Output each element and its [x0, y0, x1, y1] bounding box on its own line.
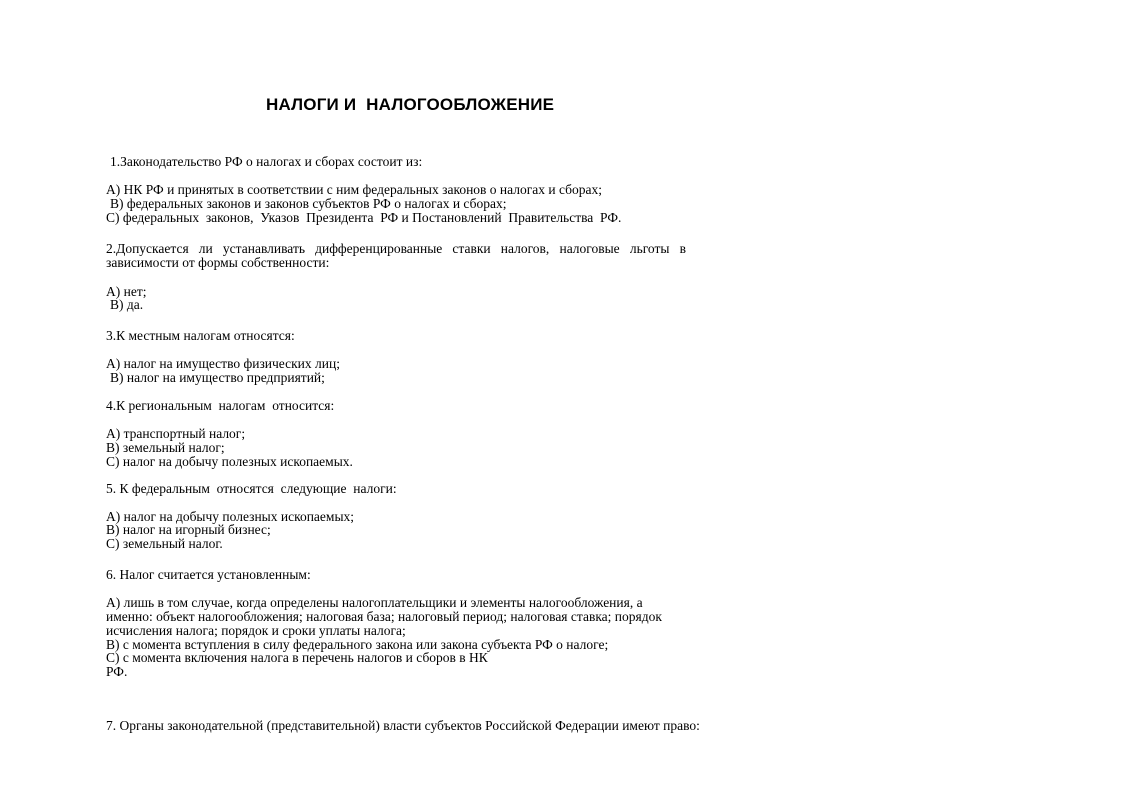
question-3-option-a: А) налог на имущество физических лиц;: [106, 356, 340, 371]
question-6-option-a-line-1: А) лишь в том случае, когда определены налогоплательщики и элементы налогообложения, а: [106, 595, 643, 610]
question-6-option-c-line-2: РФ.: [106, 664, 128, 679]
question-3-option-b: В) налог на имущество предприятий;: [110, 370, 325, 385]
question-5-option-c: С) земельный налог.: [106, 536, 223, 551]
question-6-text: 6. Налог считается установленным:: [106, 567, 311, 582]
question-1-text: 1.Законодательство РФ о налогах и сборах состоит из:: [110, 154, 423, 169]
question-2-text: 2.Допускается ли устанавливать дифференцированные ставки налогов, налоговые льготы в зависимости от формы собственности:: [106, 241, 686, 270]
question-5-text: 5. К федеральным относятся следующие налоги:: [106, 481, 397, 496]
question-2-option-b: В) да.: [110, 297, 144, 312]
question-7-text: 7. Органы законодательной (представительной) власти субъектов Российской Федерации имеют право:: [106, 718, 700, 733]
question-4-option-a: А) транспортный налог;: [106, 426, 246, 441]
question-4-option-b: В) земельный налог;: [106, 440, 225, 455]
question-5-option-a: А) налог на добычу полезных ископаемых;: [106, 509, 355, 524]
question-4-option-c: С) налог на добычу полезных ископаемых.: [106, 454, 353, 469]
question-1-option-c: С) федеральных законов, Указов Президента РФ и Постановлений Правительства РФ.: [106, 210, 622, 225]
question-6-option-a-line-3: исчисления налога; порядок и сроки уплаты налога;: [106, 623, 406, 638]
question-6-option-b: В) с момента вступления в силу федерального закона или закона субъекта РФ о налоге;: [106, 637, 609, 652]
question-6-option-a-line-2: именно: объект налогообложения; налоговая база; налоговый период; налоговая ставка; порядок: [106, 609, 662, 624]
question-5-option-b: В) налог на игорный бизнес;: [106, 522, 271, 537]
question-1-option-a: А) НК РФ и принятых в соответствии с ним федеральных законов о налогах и сборах;: [106, 182, 603, 197]
question-6-option-c-line-1: С) с момента включения налога в перечень налогов и сборов в НК: [106, 650, 488, 665]
question-3-text: 3.К местным налогам относятся:: [106, 328, 295, 343]
question-2-option-a: А) нет;: [106, 284, 147, 299]
question-4-text: 4.К региональным налогам относится:: [106, 398, 335, 413]
document-title: НАЛОГИ И НАЛОГООБЛОЖЕНИЕ: [266, 95, 555, 114]
question-1-option-b: В) федеральных законов и законов субъектов РФ о налогах и сборах;: [110, 196, 507, 211]
